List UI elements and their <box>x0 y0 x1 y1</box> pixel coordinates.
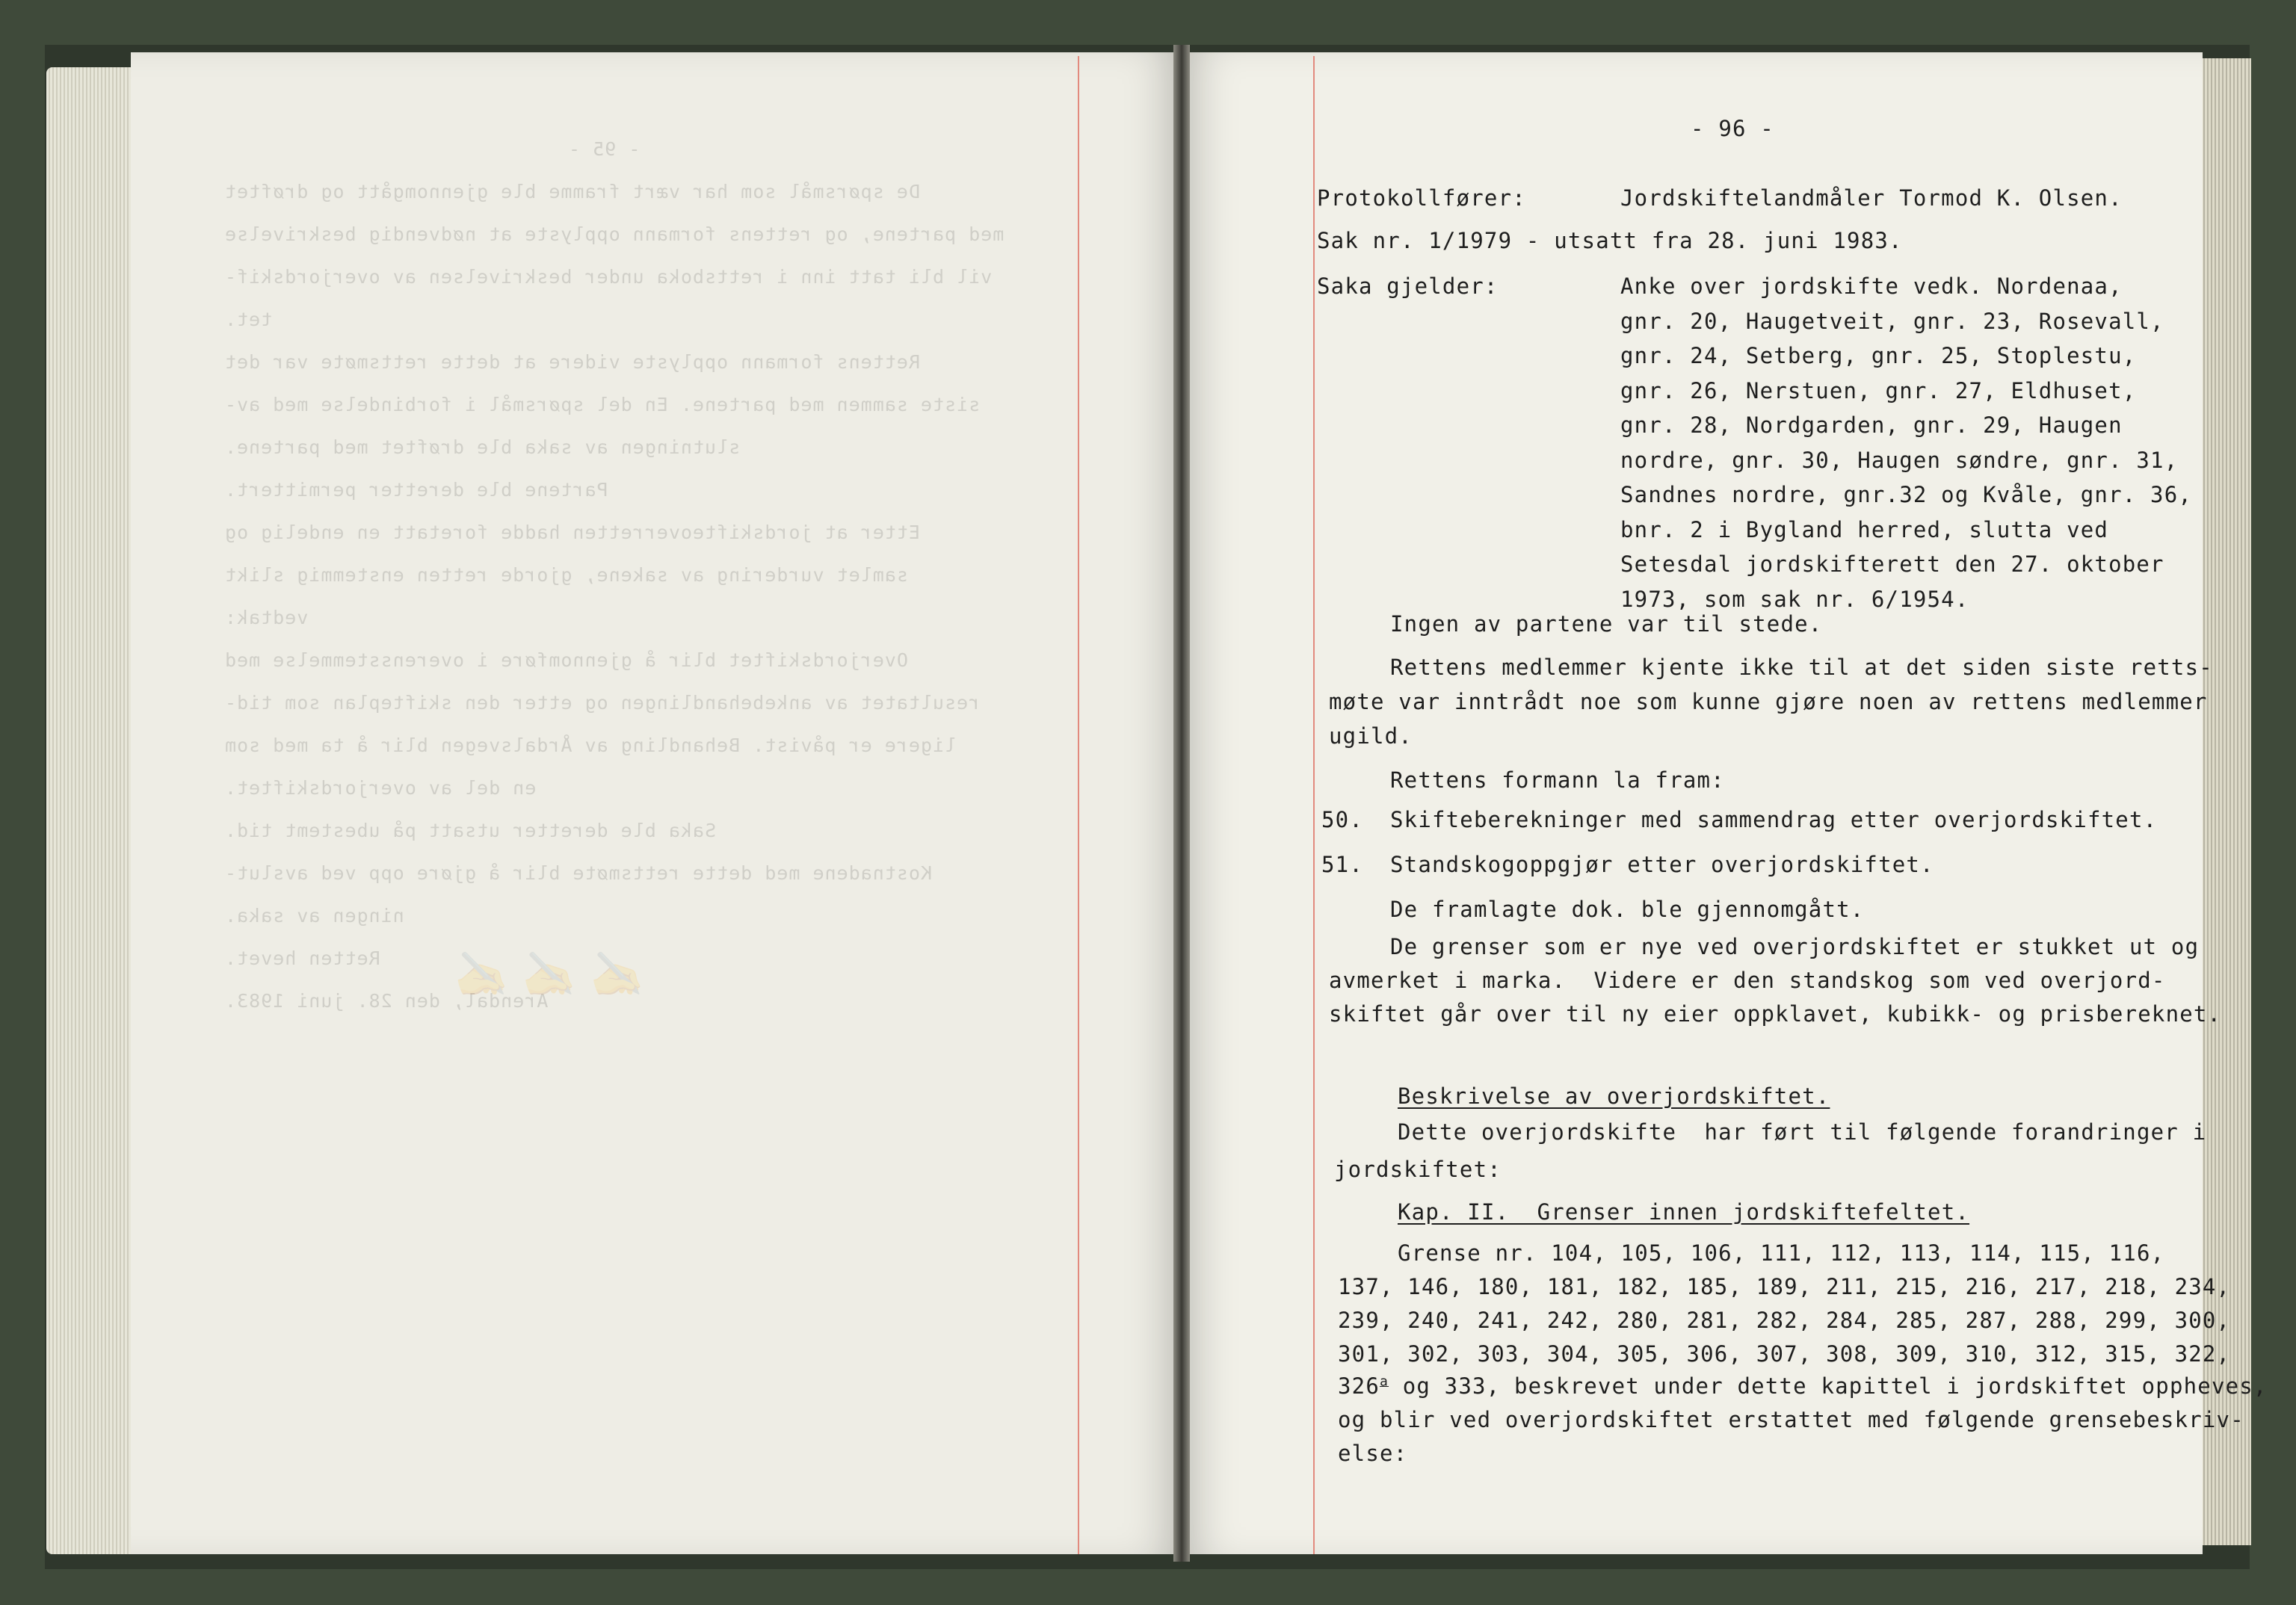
grense-line: 301, 302, 303, 304, 305, 306, 307, 308, 309, 310, 312, 315, 322, <box>1338 1341 2231 1367</box>
ghost-line: Retten hevet. <box>224 947 380 969</box>
grense-line: 239, 240, 241, 242, 280, 281, 282, 284, 285, 287, 288, 299, 300, <box>1338 1308 2231 1333</box>
saka-gjelder-line: Sandnes nordre, gnr.32 og Kvåle, gnr. 36, <box>1620 482 2193 507</box>
ghost-line: Partene ble deretter permittert. <box>224 479 608 501</box>
medlemmer-line: Rettens medlemmer kjente ikke til at det siden siste retts- <box>1390 655 2213 680</box>
ghost-line: samlet vurdering av sakene, gjorde retten enstemmig slikt <box>224 564 908 586</box>
dette-line: jordskiftet: <box>1334 1157 1502 1182</box>
item-number: 51. <box>1321 852 1363 877</box>
ghost-line: Saka ble deretter utsatt på ubestemt tid. <box>224 820 717 841</box>
grense-last-line <box>1338 1373 2268 1399</box>
ghost-line: ningen av saka. <box>224 905 404 927</box>
saka-gjelder-line: bnr. 2 i Bygland herred, slutta ved <box>1620 516 2109 542</box>
ghost-line: slutningen av saka ble drøftet med partene. <box>224 436 741 458</box>
ghost-line: vil bli tatt inn i rettsboka under beskrivelsen av overjordskif- <box>224 266 993 288</box>
saka-gjelder-line: gnr. 20, Haugetveit, gnr. 23, Rosevall, <box>1620 308 2164 334</box>
ghost-line: ligere er påvist. Behandling av Årdalsvegen blir å ta med som <box>224 735 957 756</box>
grense-last-prefix: 326 <box>1338 1373 1380 1399</box>
ghost-line: Kostnadene med dette rettsmøte blir å gjøre opp ved avslut- <box>224 862 933 884</box>
grense-line: 137, 146, 180, 181, 182, 185, 189, 211, 215, 216, 217, 218, 234, <box>1338 1274 2231 1299</box>
ghost-line: Arendal, den 28. juni 1983. <box>224 990 549 1012</box>
protokollforer-value: Jordskiftelandmåler Tormod K. Olsen. <box>1620 185 2123 211</box>
ghost-line: Etter at jordskifteoverretten hadde foretatt en endelig og <box>224 522 920 543</box>
sak-line: Sak nr. 1/1979 - utsatt fra 28. juni 1983. <box>1317 228 1903 253</box>
item-number: 50. <box>1321 807 1363 832</box>
ghost-line: en del av overjordskiftet. <box>224 777 537 799</box>
saka-gjelder-label: Saka gjelder: <box>1317 273 1499 299</box>
ghost-line: De spørsmål som har vært framme ble gjennomgått og drøftet <box>224 181 920 202</box>
grenser-line: skiftet går over til ny eier oppklavet, kubikk- og prisbereknet. <box>1329 1001 2222 1027</box>
right-page-margin-line <box>1313 56 1315 1554</box>
grenser-line: avmerket i marka. Videre er den standskog som ved overjord- <box>1329 968 2166 993</box>
ghost-line: vedtak: <box>224 607 309 628</box>
item-text: Standskogoppgjør etter overjordskiftet. <box>1390 852 1934 877</box>
ghost-line: resultatet av ankebehandlingen og etter den skiftеplan som tid- <box>224 692 981 714</box>
left-page-margin-line <box>1078 56 1079 1554</box>
ghost-line: siste sammen med partene. En del spørsmål i forbindelse med av- <box>224 394 981 415</box>
saka-gjelder-line: nordre, gnr. 30, Haugen søndre, gnr. 31, <box>1620 447 2179 473</box>
book-gutter <box>1173 45 1190 1562</box>
ghost-line: Rettens formann opplyste videre at dette rettsmøte var det <box>224 351 920 373</box>
saka-gjelder-line: gnr. 24, Setberg, gnr. 25, Stoplestu, <box>1620 343 2137 368</box>
ghost-line: tet. <box>224 309 273 330</box>
left-page-stack-edge <box>46 67 136 1554</box>
left-page-signatures: ✍ ✍ ✍ <box>456 949 646 1000</box>
beskrivelse-heading: Beskrivelse av overjordskiftet. <box>1398 1083 1830 1109</box>
grense-last-rest: og 333, beskrevet under dette kapittel i jordskiftet oppheves, <box>1389 1373 2268 1399</box>
medlemmer-line: møte var inntrådt noe som kunne gjøre noen av rettens medlemmer <box>1329 689 2208 714</box>
medlemmer-line: ugild. <box>1329 723 1413 749</box>
protokollforer-label: Protokollfører: <box>1317 185 1526 211</box>
formann-la-fram: Rettens formann la fram: <box>1390 767 1725 793</box>
ghost-line: Overjordskiftet blir å gjennomføre i overensstemmelse med <box>224 649 908 671</box>
saka-gjelder-line: 1973, som sak nr. 6/1954. <box>1620 586 1969 612</box>
saka-gjelder-line: gnr. 26, Nerstuen, gnr. 27, Eldhuset, <box>1620 377 2137 403</box>
ingen-line: Ingen av partene var til stede. <box>1390 611 1823 637</box>
framlagte-line: De framlagte dok. ble gjennomgått. <box>1390 897 1865 922</box>
grenser-line: De grenser som er nye ved overjordskiftet er stukket ut og <box>1390 934 2200 959</box>
saka-gjelder-line: gnr. 28, Nordgarden, gnr. 29, Haugen <box>1620 412 2123 438</box>
grense-last-sup: a <box>1379 1373 1389 1390</box>
item-text: Skifteberekninger med sammendrag etter overjordskiftet. <box>1390 807 2158 832</box>
saka-gjelder-line: Setesdal jordskifterett den 27. oktober <box>1620 551 2164 577</box>
page-number: - 96 - <box>1691 116 1774 141</box>
grense-tail-line: og blir ved overjordskiftet erstattet med følgende grensebeskriv- <box>1338 1407 2244 1432</box>
saka-gjelder-line: Anke over jordskifte vedk. Nordenaa, <box>1620 273 2123 299</box>
ghost-line: med partene, og rettens formann opplyste at nødvendig beskrivelse <box>224 223 1004 245</box>
kap-heading: Kap. II. Grenser innen jordskiftefeltet. <box>1398 1199 1970 1225</box>
grense-line: Grense nr. 104, 105, 106, 111, 112, 113, 114, 115, 116, <box>1398 1240 2165 1266</box>
dette-line: Dette overjordskifte har ført til følgende forandringer i <box>1398 1119 2207 1145</box>
ghost-line: - 95 - <box>568 138 641 160</box>
grense-tail-line: else: <box>1338 1441 1408 1466</box>
